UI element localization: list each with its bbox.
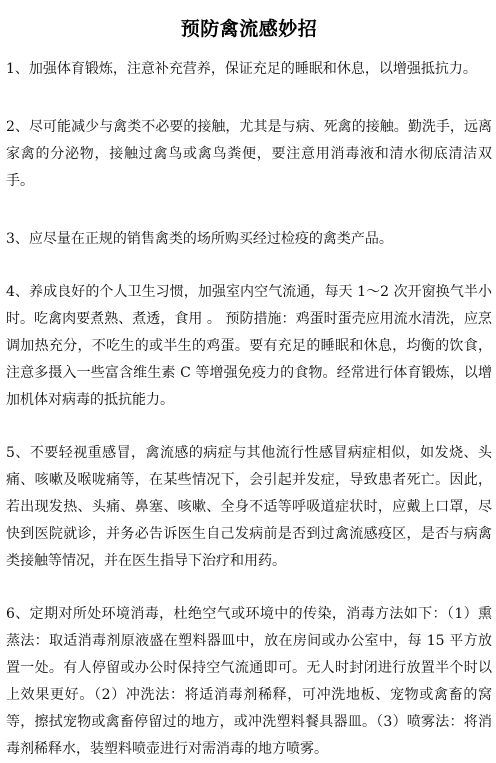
paragraph-2: 2、尽可能减少与禽类不必要的接触，尤其是与病、死禽的接触。勤洗手，远离家禽的分泌物，接触过禽鸟或禽鸟粪便，要注意用消毒液和清水彻底清洁双手。 xyxy=(6,119,492,189)
paragraph-4: 4、养成良好的个人卫生习惯，加强室内空气流通，每天 1～2 次开窗换气半小时。吃禽肉要煮熟、煮透，食用 。 预防措施：鸡蛋时蛋壳应用流水清洗，应烹调加热充分，不吃生的或半生的鸡蛋。要有充足的睡眠和休息，均衡的饮食，注意多摄入一些富含维生素 C 等增强免疫力的食物。经常进行体育锻炼，以增加机体对病毒的抵抗能力。 xyxy=(6,284,492,408)
paragraph-1: 1、加强体育锻炼，注意补充营养，保证充足的睡眠和休息，以增强抵抗力。 xyxy=(6,61,477,77)
document-title: 预防禽流感妙招 xyxy=(180,18,318,40)
paragraph-5: 5、不要轻视重感冒，禽流感的病症与其他流行性感冒病症相似，如发烧、头痛、咳嗽及喉咙痛等，在某些情况下，会引起并发症，导致患者死亡。因此，若出现发热、头痛、鼻塞、咳嗽、全身不适等呼吸道症状时，应戴上口罩，尽快到医院就诊，并务必告诉医生自己发病前是否到过禽流感疫区，是否与病禽类接触等情况，并在医生指导下治疗和用药。 xyxy=(6,445,492,569)
paragraph-6: 6、定期对所处环境消毒，杜绝空气或环境中的传染，消毒方法如下：（1）熏蒸法：取适消毒剂原液盛在塑料器皿中，放在房间或办公室中，每 15 平方放置一处。有人停留或办公时保持空气流通即可。无人时封闭进行放置半个时以上效果更好。（2）冲洗法：将适消毒剂稀释，可冲洗地板、宠物或禽畜的窝等，擦拭宠物或禽畜停留过的地方，或冲洗塑料餐具器皿。（3）喷雾法：将消毒剂稀释水，装塑料喷壶进行对需消毒的地方喷雾。 xyxy=(6,606,492,757)
paragraph-3: 3、应尽量在正规的销售禽类的场所购买经过检疫的禽类产品。 xyxy=(6,231,393,247)
